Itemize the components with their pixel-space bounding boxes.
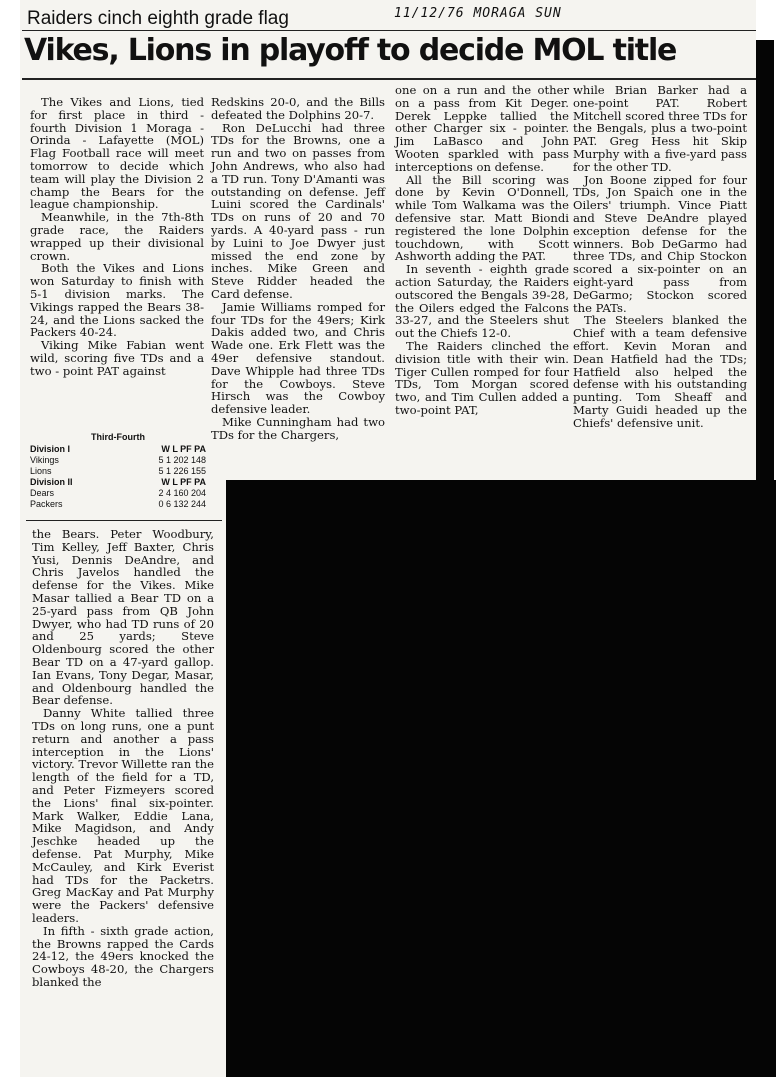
paragraph: one on a run and the other on a pass from Kit Deger. Derek Leppke tallied the other Charger six - pointer. Jim LaBasco and John Wooten sparkled with pass interceptions on defense. [395, 83, 569, 174]
main-headline: Vikes, Lions in playoff to decide MOL title [24, 33, 677, 68]
headline-rule [22, 78, 756, 80]
article-column-3 [395, 84, 569, 417]
kicker-headline: Raiders cinch eighth grade flag [27, 8, 289, 29]
paragraph: Danny White tallied three TDs on long runs, one a punt return and another a pass interception in the Lions' victory. Trevor Willette ran the length of the field for a TD, and Peter Fizmeyers scored the Lions' final six-pointer. Mark Walker, Eddie Lana, Mike Magidson, and Andy Jeschke headed up the defense. Pat Murphy, Mike McCauley, and Kirk Everist had TDs for the Packetrs. Greg MacKay and Pat Murphy were the Packers' defensive leaders. [32, 706, 214, 925]
standings-row [30, 488, 206, 499]
standings-row [30, 499, 206, 510]
paragraph: All the Bill scoring was done by Kevin O'Donnell, while Tom Walkama was the defensive star. Matt Biondi registered the lone Dolphin touchdown, with Scott Ashworth adding the PAT. [395, 172, 569, 264]
team-name: Dears [30, 488, 55, 498]
standings-row [30, 477, 206, 488]
paragraph: Jon Boone zipped for four TDs, Jon Spaich one in the Oilers' triumph. Vince Piatt and Steve DeAndre played exception defense for the winners. Bob DeGarmo had three TDs, and Chip Stockon scored a six-pointer on an eight-yard pass from DeGarmo; Stockon scored the PATs. [573, 172, 747, 315]
paragraph: In fifth - sixth grade action, the Browns rapped the Cards 24-12, the 49ers knocked the Cowboys 48-20, the Chargers blanked the [32, 923, 214, 989]
article-column-1 [30, 96, 204, 378]
team-name: Division II [30, 477, 73, 487]
article-column-4 [573, 84, 747, 430]
paragraph: Redskins 20-0, and the Bills defeated the Dolphins 20-7. [211, 95, 385, 122]
standings-title: Third-Fourth [91, 432, 145, 442]
standings-row [30, 466, 206, 477]
paragraph: In seventh - eighth grade action Saturday, the Raiders outscored the Bengals 39-28, the Oilers edged the Falcons 33-27, and the Steelers shut out the Chiefs 12-0. [395, 262, 569, 341]
team-stats: 2 4 160 204 [158, 488, 206, 498]
paragraph: Both the Vikes and Lions won Saturday to finish with 5-1 division marks. The Vikings rapped the Bears 38-24, and the Lions sacked the Packers 40-24. [30, 261, 204, 340]
paragraph: while Brian Barker had a one-point PAT. Robert Mitchell scored three TDs for the Bengals, plus a two-point PAT. Greg Hess hit Skip Murphy with a five-yard pass for the other TD. [573, 83, 747, 174]
standings-row [30, 455, 206, 466]
team-name: Lions [30, 466, 52, 476]
paragraph: the Bears. Peter Woodbury, Tim Kelley, Jeff Baxter, Chris Yusi, Dennis DeAndre, and Chris Javelos handled the defense for the Vikes. Mike Masar tallied a Bear TD on a 25-yard pass from QB John Dwyer, who had TD runs of 20 and 25 yards; Steve Oldenbourg scored the other Bear TD on a 47-yard gallop. Ian Evans, Tony Degar, Masar, and Oldenbourg handled the Bear defense. [32, 527, 214, 708]
team-stats: W L PF PA [161, 444, 206, 454]
article-column-1-continued [32, 528, 214, 989]
paragraph: Meanwhile, in the 7th-8th grade race, the Raiders wrapped up their divisional crown. [30, 210, 204, 263]
team-name: Vikings [30, 455, 59, 465]
team-stats: 5 1 226 155 [158, 466, 206, 476]
paragraph: Viking Mike Fabian went wild, scoring five TDs and a two - point PAT against [30, 338, 204, 378]
paragraph: The Steelers blanked the Chief with a team defensive effort. Kevin Moran and Dean Hatfield had the TDs; Hatfield also helped the defense with his outstanding punting. Tom Sheaff and Marty Guidi headed up the Chiefs' defensive unit. [573, 313, 747, 430]
article-column-2 [211, 96, 385, 442]
handwritten-date-note: 11/12/76 MORAGA SUN [394, 6, 562, 21]
standings-bottom-rule [26, 520, 222, 521]
torn-edge [756, 40, 774, 480]
paragraph: Mike Cunningham had two TDs for the Chargers, [211, 414, 385, 442]
paragraph: Ron DeLucchi had three TDs for the Browns, one a run and two on passes from John Andrews, who also had a TD run. Tony D'Amanti was outstanding on defense. Jeff Luini scored the Cardinals' TDs on runs of 20 and 70 yards. A 40-yard pass - run by Luini to Joe Dwyer just missed the end zone by inches. Mike Green and Steve Ridder headed the Card defense. [211, 120, 385, 301]
top-rule [22, 30, 756, 31]
standings-row [30, 444, 206, 455]
team-stats: 0 6 132 244 [158, 499, 206, 509]
team-stats: 5 1 202 148 [158, 455, 206, 465]
dark-background [226, 480, 776, 1077]
standings-table [30, 432, 206, 510]
paragraph: Jamie Williams romped for four TDs for the 49ers; Kirk Dakis added two, and Chris Wade one. Erk Flett was the 49er defensive standout. Dave Whipple had three TDs for the Cowboys. Steve Hirsch was the Cowboy defensive leader. [211, 299, 385, 417]
team-stats: W L PF PA [161, 477, 206, 487]
paragraph: The Raiders clinched the division title with their win. Tiger Cullen romped for four TDs, Tom Morgan scored two, and Tim Cullen added a two-point PAT, [395, 338, 569, 417]
team-name: Division I [30, 444, 71, 454]
team-name: Packers [30, 499, 63, 509]
paragraph: The Vikes and Lions, tied for first place in third - fourth Division 1 Moraga - Orinda - Lafayette (MOL) Flag Football race will meet tomorrow to decide which team will play the Division 2 champ the Bears for the league championship. [30, 95, 204, 212]
